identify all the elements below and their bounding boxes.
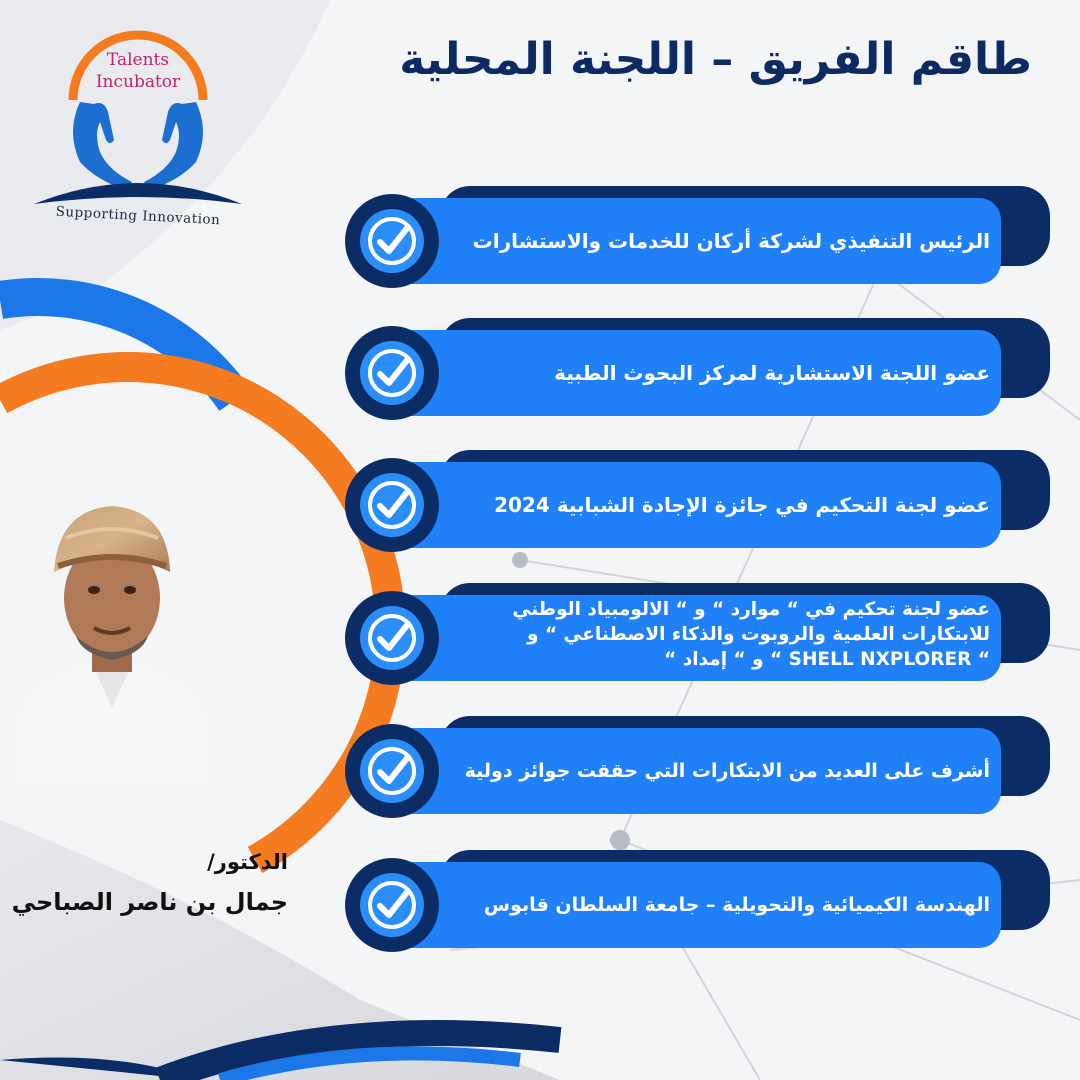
item-text: عضو اللجنة الاستشارية لمركز البحوث الطبية	[554, 361, 990, 385]
item-text: الهندسة الكيميائية والتحويلية – جامعة السلطان قابوس	[483, 894, 990, 916]
item-text: الرئيس التنفيذي لشركة أركان للخدمات والاستشارات	[472, 229, 990, 253]
profile-prefix: الدكتور/	[207, 850, 288, 874]
check-circle-icon	[345, 326, 439, 420]
list-item	[345, 716, 1050, 816]
list-item	[345, 186, 1050, 286]
list-item	[345, 318, 1050, 418]
check-circle-icon	[345, 458, 439, 552]
logo-tagline: Supporting Innovation	[55, 203, 221, 229]
list-item	[345, 450, 1050, 550]
logo-name-line1: Talents	[106, 50, 170, 70]
list-item	[345, 850, 1050, 950]
item-text: أشرف على العديد من الابتكارات التي حققت جوائز دولية	[464, 760, 990, 782]
profile-photo	[6, 468, 218, 786]
logo-name-line2: Incubator	[95, 72, 181, 92]
check-circle-icon	[345, 194, 439, 288]
item-text: عضو لجنة التحكيم في جائزة الإجادة الشبابية 2024	[494, 493, 990, 517]
hands-icon	[28, 12, 248, 212]
list-item	[345, 583, 1050, 683]
check-circle-icon	[345, 724, 439, 818]
profile-name: جمال بن ناصر الصباحي	[11, 888, 288, 916]
check-circle-icon	[345, 858, 439, 952]
check-circle-icon	[345, 591, 439, 685]
item-text: عضو لجنة تحكيم في “ موارد “ و “ الالومبياد الوطني للابتكارات العلمية والروبوت والذكاء الاصطناعي “ و “ SHELL NXPLORER “ و “ إمداد “	[512, 599, 990, 670]
page-title: طاقم الفريق – اللجنة المحلية	[399, 34, 1032, 85]
talents-incubator-logo	[28, 12, 248, 234]
